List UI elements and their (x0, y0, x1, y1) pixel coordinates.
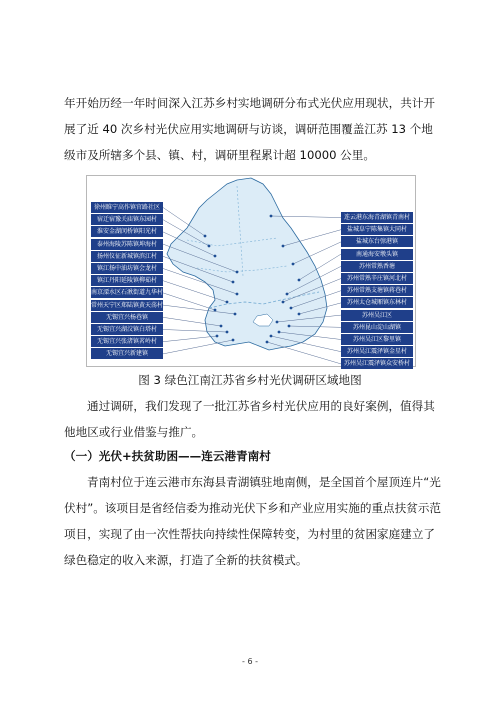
left-site-dot-7 (214, 309, 217, 312)
right-site-dot-4 (286, 293, 289, 296)
left-site-dot-2 (214, 255, 217, 258)
right-site-dot-2 (292, 263, 295, 266)
right-site-dot-3 (298, 279, 301, 282)
jiangsu-province-outline (167, 178, 327, 350)
right-site-dot-12 (266, 341, 269, 344)
left-leader-11 (163, 336, 217, 342)
left-site-dot-10 (226, 331, 229, 334)
right-site-label-8: 苏州吴江区 (341, 310, 413, 321)
left-site-label-12: 无锡宜兴新建镇 (91, 348, 163, 359)
right-site-dot-8 (276, 321, 279, 324)
right-site-label-6: 苏州常熟支塘镇蒋巷村 (341, 285, 413, 296)
right-site-label-1: 盐城阜宁陈集镇大同村 (341, 224, 413, 235)
right-site-label-2: 盐城东台弶港镇 (341, 236, 413, 247)
left-site-label-4: 扬州仪征新城镇滨江村 (91, 251, 163, 262)
right-site-label-12: 苏州吴江震泽镇众安桥村 (341, 358, 413, 369)
right-site-label-10: 苏州吴江区黎里镇 (341, 334, 413, 345)
right-site-label-7: 苏州太仓城厢镇东林村 (341, 297, 413, 308)
left-site-label-2: 淮安金湖闵桥镇阳光村 (91, 226, 163, 237)
left-site-label-7: 南京溧水区石湫街道九华村 (91, 289, 163, 297)
left-site-label-3: 泰州海陵苏陈镇坤海村 (91, 239, 163, 250)
left-site-dot-3 (236, 271, 239, 274)
right-site-dot-1 (282, 245, 285, 248)
left-site-dot-8 (234, 313, 237, 316)
left-site-label-1: 宿迁宿豫关庙镇东园村 (91, 214, 163, 225)
left-site-dot-1 (208, 245, 211, 248)
right-site-label-11: 苏州吴江震泽镇金星村 (341, 346, 413, 357)
left-site-label-10: 无锡宜兴湖㳇镇白塔村 (91, 324, 163, 335)
province-shape (167, 178, 327, 350)
left-site-label-8: 常州天宁区郑陆镇黄天荡村 (91, 301, 163, 309)
left-site-dot-9 (220, 325, 223, 328)
left-site-label-9: 无锡宜兴杨巷镇 (91, 312, 163, 323)
left-site-label-0: 徐州睢宁高作镇官路社区 (91, 202, 163, 213)
left-site-label-6: 镇江丹阳延陵镇柳茹村 (91, 275, 163, 286)
case-paragraph: 青南村位于连云港市东海县青湖镇驻地南侧，是全国首个屋顶连片“光伏村”。该项目是省经信委为推动光伏下乡和产业应用实施的重点扶贫示范项目，实现了由一次性帮扶向持续性保障转变，为村里的贫困家庭建立了绿色稳定的收入来源，打造了全新的扶贫模式。 (64, 475, 442, 567)
right-site-label-0: 连云港东海青湖镇青南村 (341, 212, 413, 223)
findings-paragraph: 通过调研，我们发现了一批江苏省乡村光伏应用的良好案例，值得其他地区或行业借鉴与推广。 (64, 399, 435, 439)
left-site-dot-6 (226, 301, 229, 304)
right-site-dot-6 (290, 307, 293, 310)
section-heading: （一）光伏+扶贫助困——连云港青南村 (64, 449, 271, 463)
left-site-dot-11 (216, 335, 219, 338)
left-site-label-5: 镇江扬中油坊镇会龙村 (91, 263, 163, 274)
right-site-dot-10 (278, 331, 281, 334)
survey-map-figure (86, 175, 416, 367)
left-site-dot-0 (204, 235, 207, 238)
right-site-dot-5 (282, 301, 285, 304)
right-site-dot-0 (270, 215, 273, 218)
left-site-dot-12 (232, 339, 235, 342)
left-site-label-11: 无锡宜兴张渚镇茗岭村 (91, 336, 163, 347)
right-site-label-4: 苏州常熟香塘 (341, 261, 413, 272)
right-site-label-9: 苏州昆山淀山湖镇 (341, 322, 413, 333)
left-site-dot-4 (232, 281, 235, 284)
left-leader-12 (163, 340, 233, 354)
right-site-dot-11 (270, 335, 273, 338)
right-site-dot-9 (288, 325, 291, 328)
intro-paragraph: 年开始历经一年时间深入江苏乡村实地调研分布式光伏应用现状，共计开展了近 40 次乡村光伏应用实地调研与访谈，调研范围覆盖江苏 13 个地级市及所辖多个县、镇、村，调研里程累计超 10000 公里。 (64, 96, 436, 162)
right-site-dot-7 (298, 313, 301, 316)
figure-caption: 图 3 绿色江南江苏省乡村光伏调研区域地图 (138, 373, 362, 387)
page-number: - 6 - (242, 657, 258, 666)
left-site-dot-5 (236, 293, 239, 296)
right-leader-12 (267, 342, 341, 364)
right-site-label-5: 苏州常熟辛庄镇河北村 (341, 273, 413, 284)
right-site-label-3: 南通海安墩头镇 (341, 249, 413, 260)
